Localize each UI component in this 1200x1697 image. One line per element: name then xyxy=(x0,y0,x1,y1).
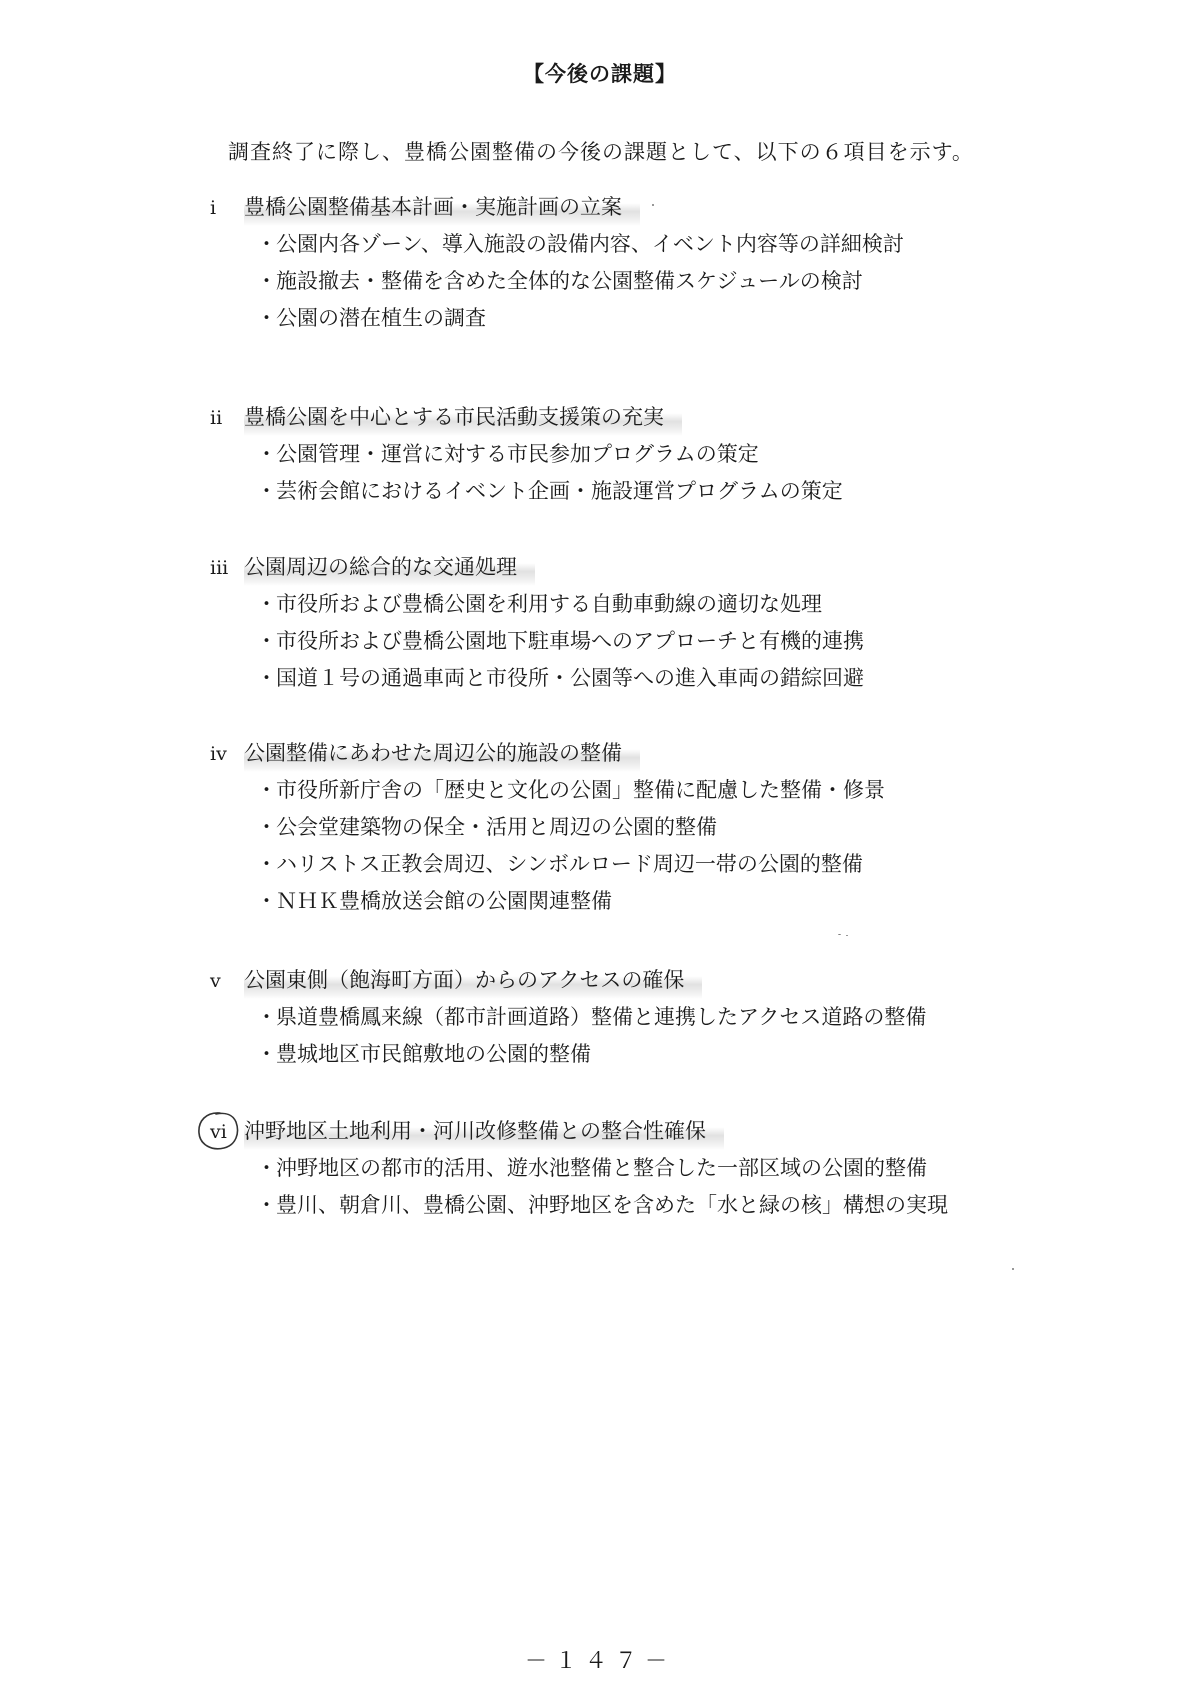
list-item-text: ＮＨＫ豊橋放送会館の公園関連整備 xyxy=(276,889,612,913)
bullet-icon: ・ xyxy=(256,889,277,913)
section-item-list xyxy=(210,1150,1110,1224)
scan-speck xyxy=(652,204,654,206)
list-item xyxy=(256,1036,1110,1073)
section-heading xyxy=(210,188,1110,226)
section-numeral: v xyxy=(210,970,221,992)
bullet-icon: ・ xyxy=(256,479,277,503)
bullet-icon: ・ xyxy=(256,306,277,330)
bullet-icon: ・ xyxy=(256,269,277,293)
bullet-icon: ・ xyxy=(256,629,277,653)
scan-speck xyxy=(1012,1268,1014,1270)
bullet-icon: ・ xyxy=(256,852,277,876)
scan-speck xyxy=(846,935,848,936)
section-heading-text: 豊橋公園を中心とする市民活動支援策の充実 xyxy=(244,398,682,436)
section-numeral: ii xyxy=(210,407,223,429)
list-item xyxy=(256,809,1110,846)
bullet-icon: ・ xyxy=(256,592,277,616)
section-heading xyxy=(210,734,1110,772)
section-heading-text: 公園整備にあわせた周辺公的施設の整備 xyxy=(244,734,640,772)
section-i xyxy=(210,188,1110,337)
section-item-list xyxy=(210,586,1110,697)
intro-paragraph: 調査終了に際し、豊橋公園整備の今後の課題として、以下の６項目を示す。 xyxy=(228,140,974,164)
page-title: 【今後の課題】 xyxy=(523,62,677,86)
list-item xyxy=(256,999,1110,1036)
section-item-list xyxy=(210,226,1110,337)
section-numeral: vi xyxy=(210,1121,227,1143)
list-item xyxy=(256,623,1110,660)
handwritten-circle-icon xyxy=(196,1109,242,1153)
list-item xyxy=(256,772,1110,809)
list-item-text: 市役所および豊橋公園を利用する自動車動線の適切な処理 xyxy=(276,592,822,616)
section-numeral: iv xyxy=(210,743,227,765)
section-numeral: i xyxy=(210,197,217,219)
list-item xyxy=(256,883,1110,920)
list-item-text: 豊城地区市民館敷地の公園的整備 xyxy=(276,1042,591,1066)
list-item xyxy=(256,1150,1110,1187)
bullet-icon: ・ xyxy=(256,1042,277,1066)
section-ii xyxy=(210,398,1110,510)
section-heading xyxy=(210,961,1110,999)
list-item-text: 施設撤去・整備を含めた全体的な公園整備スケジュールの検討 xyxy=(276,269,863,293)
list-item xyxy=(256,263,1110,300)
bullet-icon: ・ xyxy=(256,1193,277,1217)
list-item-text: 公会堂建築物の保全・活用と周辺の公園的整備 xyxy=(276,815,717,839)
bullet-icon: ・ xyxy=(256,1156,277,1180)
section-numeral: iii xyxy=(210,557,229,579)
bullet-icon: ・ xyxy=(256,232,277,256)
section-item-list xyxy=(210,999,1110,1073)
list-item xyxy=(256,1187,1110,1224)
scan-speck xyxy=(838,934,841,935)
section-heading-text: 沖野地区土地利用・河川改修整備との整合性確保 xyxy=(244,1112,724,1150)
section-item-list xyxy=(210,436,1110,510)
section-heading-text: 公園周辺の総合的な交通処理 xyxy=(244,548,535,586)
section-heading xyxy=(210,548,1110,586)
list-item-text: 公園の潜在植生の調査 xyxy=(276,306,486,330)
section-iv xyxy=(210,734,1110,920)
section-numeral-circled xyxy=(210,1113,244,1151)
list-item-text: 沖野地区の都市的活用、遊水池整備と整合した一部区域の公園的整備 xyxy=(276,1156,927,1180)
section-heading-text: 豊橋公園整備基本計画・実施計画の立案 xyxy=(244,188,640,226)
section-vi xyxy=(210,1112,1110,1224)
list-item xyxy=(256,586,1110,623)
list-item xyxy=(256,846,1110,883)
list-item xyxy=(256,226,1110,263)
bullet-icon: ・ xyxy=(256,1005,277,1029)
section-v xyxy=(210,961,1110,1073)
section-iii xyxy=(210,548,1110,697)
page-number: －１４７－ xyxy=(524,1649,675,1674)
list-item-text: 公園内各ゾーン、導入施設の設備内容、イベント内容等の詳細検討 xyxy=(276,232,904,256)
list-item-text: 国道１号の通過車両と市役所・公園等への進入車両の錯綜回避 xyxy=(276,666,864,690)
list-item-text: 県道豊橋鳳来線（都市計画道路）整備と連携したアクセス道路の整備 xyxy=(276,1005,927,1029)
list-item xyxy=(256,436,1110,473)
section-heading xyxy=(210,1112,1110,1150)
list-item-text: 市役所新庁舎の「歴史と文化の公園」整備に配慮した整備・修景 xyxy=(276,778,885,802)
section-heading-text: 公園東側（飽海町方面）からのアクセスの確保 xyxy=(244,961,702,999)
bullet-icon: ・ xyxy=(256,815,277,839)
list-item xyxy=(256,300,1110,337)
list-item-text: 豊川、朝倉川、豊橋公園、沖野地区を含めた「水と緑の核」構想の実現 xyxy=(276,1193,948,1217)
list-item xyxy=(256,660,1110,697)
section-heading xyxy=(210,398,1110,436)
section-item-list xyxy=(210,772,1110,920)
bullet-icon: ・ xyxy=(256,666,277,690)
bullet-icon: ・ xyxy=(256,778,277,802)
list-item-text: 公園管理・運営に対する市民参加プログラムの策定 xyxy=(276,442,759,466)
list-item-text: 市役所および豊橋公園地下駐車場へのアプローチと有機的連携 xyxy=(276,629,864,653)
list-item-text: 芸術会館におけるイベント企画・施設運営プログラムの策定 xyxy=(276,479,843,503)
bullet-icon: ・ xyxy=(256,442,277,466)
list-item-text: ハリストス正教会周辺、シンボルロード周辺一帯の公園的整備 xyxy=(276,852,863,876)
list-item xyxy=(256,473,1110,510)
